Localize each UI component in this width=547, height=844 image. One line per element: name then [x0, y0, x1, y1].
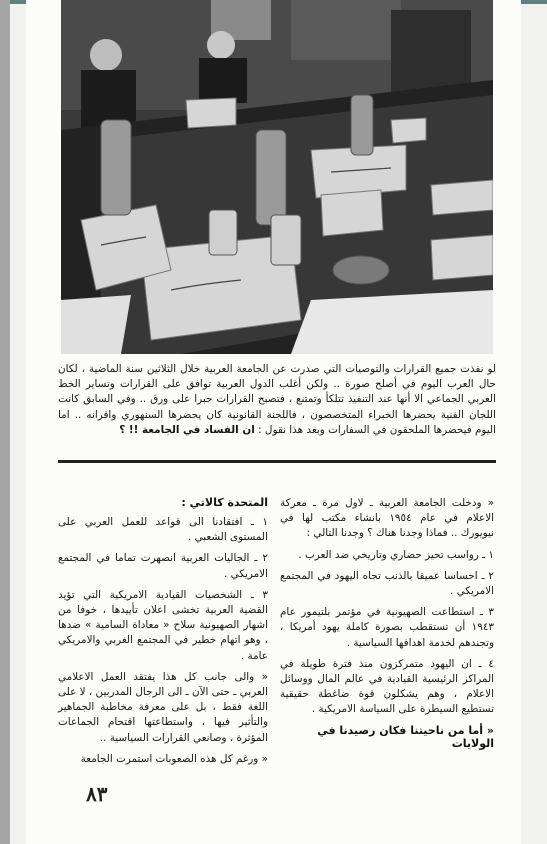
right-column — [280, 496, 494, 761]
intro-paragraph-text: لو نفذت جميع القرارات والتوصيات التي صدرت عن الجامعة العربية خلال الثلاثين سنة الماضية ، لكان حال العرب اليوم في أصلح صورة .. ولكن أغلب الدول العربية توافق على القرارات وتساير الخط العربي الجماعي الا أنها عند التنفيذ تتلكأ وتمتنع ، فتصبح القرارات حبرا على ورق .. وفي السابق كانت اللجان الفنية يحضرها الخبراء المتخصصون ، فاللجنة القانونية كان يحضرها السنهوري واقرانه .. اما اليوم فيحضرها الملحقون في السفارات وبعد هذا نقول : — [58, 363, 496, 436]
right-column-list-item: ٤ ـ ان اليهود متمركزون منذ فترة طويلة في المراكز الرئيسية القيادية في عالم المال ووسائل الاعلام ، وهم يشكلون قوة ضاغطة حقيقية تستطيع السيطرة على السياسة الامريكية . — [280, 657, 494, 716]
left-column-paragraph: « والى جانب كل هذا يفتقد العمل الاعلامي العربي ـ حتى الآن ـ الى الرجال المدربين ، لا على اللغة فقط ، بل على معرفة مخاطبة الجماهير والتأثير فيها ، واستطاعتها اقتحام الجماعات المؤثرة ، وصانعي القرارات السياسية .. — [58, 670, 268, 744]
left-column-list-item: ٣ ـ الشخصيات القيادية الامريكية التي تؤيد القضية العربية تخشى اعلان تأييدها ، خوفا من اشهار الصهيونية سلاح « معاداة السامية » ضدها ، وهو اتهام خطير في المجتمع الغربي والامريكي عامة . — [58, 588, 268, 662]
scan-left-border — [0, 0, 10, 844]
right-column-list-item: ١ ـ رواسب تحيز حضاري وتاريخي ضد العرب . — [298, 548, 494, 561]
left-column-list-item: ١ ـ افتقادنا الى قواعد للعمل العربي على المستوى الشعبي . — [58, 516, 268, 544]
right-column-list-item: ٣ ـ استطاعت الصهيونية في مؤتمر بلتيمور عام ١٩٤٣ أن تستقطب بصورة كاملة يهود أمريكا ، وتجندهم لخدمة اهدافها السياسية . — [280, 606, 494, 649]
left-column-heading: المتحدة كالاتي : — [181, 496, 268, 509]
intro-paragraph — [58, 362, 496, 438]
left-column-list-item: ٢ ـ الجاليات العربية انصهرت تماما في المجتمع الامريكي . — [58, 552, 268, 580]
left-column — [58, 496, 268, 773]
right-column-paragraph: « ودخلت الجامعة العربية ـ لاول مرة ـ معركة الاعلام في عام ١٩٥٤ بانشاء مكتب لها في نيويورك .. فماذا وجدنا هناك ؟ وجدنا التالي : — [280, 497, 495, 540]
section-divider — [58, 460, 496, 463]
conference-table-photo — [61, 0, 493, 354]
photo-illustration — [61, 0, 493, 354]
left-column-footer: « ورغم كل هذه الصعوبات استمرت الجامعة — [80, 752, 268, 765]
right-column-list-item: ٢ ـ احساسا عميقا بالذنب تجاه اليهود في المجتمع الامريكي . — [280, 569, 494, 598]
page-number: ٨٣ — [86, 782, 108, 806]
intro-paragraph-emphasis: ان الفساد في الجامعة !! ؟ — [119, 423, 255, 436]
right-column-footer: « أما من ناحيتنا فكان رصيدنا في الولايات — [317, 723, 494, 750]
